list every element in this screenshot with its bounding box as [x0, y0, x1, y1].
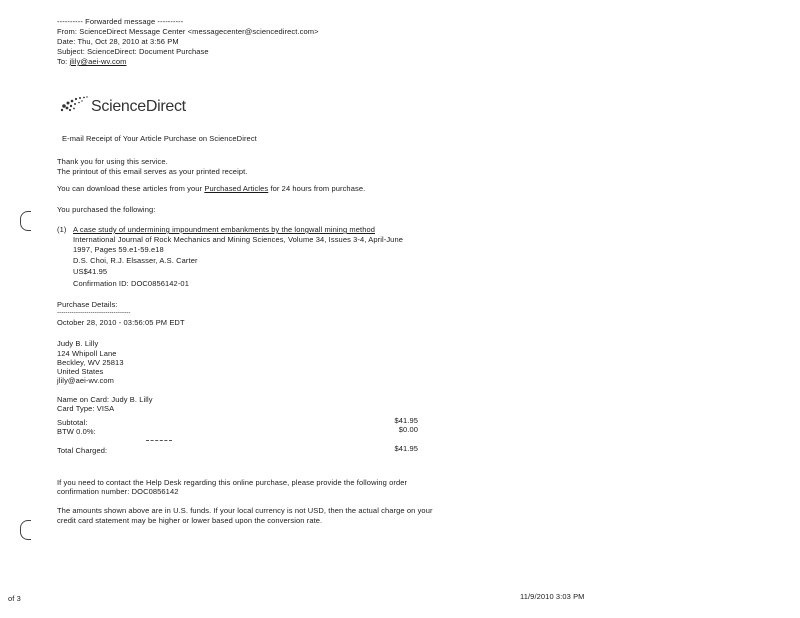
purchased-articles-link[interactable]: Purchased Articles: [204, 184, 269, 193]
tax-label: BTW 0.0%:: [57, 427, 96, 436]
billing-email: jlily@aei-wv.com: [57, 376, 114, 385]
punch-hole-mark: [20, 211, 31, 231]
purchase-timestamp: October 28, 2010 - 03:56:05 PM EDT: [57, 318, 185, 327]
page-number: of 3: [8, 594, 21, 603]
from-line: From: ScienceDirect Message Center <messagecenter@sciencedirect.com>: [57, 27, 319, 36]
total-value: $41.95: [394, 444, 418, 453]
forwarded-marker: ---------- Forwarded message ----------: [57, 17, 184, 26]
details-divider: -----------------------------------: [57, 310, 131, 316]
purchase-details-heading: Purchase Details:: [57, 300, 118, 309]
sciencedirect-logo: [58, 94, 208, 120]
total-divider: [146, 440, 172, 441]
purchased-intro: You purchased the following:: [57, 205, 156, 214]
help-desk-text: If you need to contact the Help Desk regarding this online purchase, please provide the following order: [57, 478, 408, 487]
total-label: Total Charged:: [57, 446, 108, 455]
journal-line: International Journal of Rock Mechanics and Mining Sciences, Volume 34, Issues 3-4, April-June: [73, 235, 403, 244]
card-type: Card Type: VISA: [57, 404, 115, 413]
article-price: US$41.95: [73, 267, 108, 276]
to-line: To: jlily@aei-wv.com: [57, 57, 127, 66]
to-email-link[interactable]: jlily@aei-wv.com: [69, 57, 127, 66]
sciencedirect-logo-icon: [58, 94, 90, 116]
subject-line: Subject: ScienceDirect: Document Purchase: [57, 47, 209, 56]
billing-city: Beckley, WV 25813: [57, 358, 124, 367]
billing-name: Judy B. Lilly: [57, 339, 99, 348]
print-timestamp: 11/9/2010 3:03 PM: [520, 592, 585, 601]
confirmation-id: Confirmation ID: DOC0856142-01: [73, 279, 189, 288]
conversion-note: credit card statement may be higher or lower based upon the conversion rate.: [57, 516, 323, 525]
subtotal-label: Subtotal:: [57, 418, 88, 427]
download-text: You can download these articles from your Purchased Articles for 24 hours from purchase.: [57, 184, 366, 193]
currency-note: The amounts shown above are in U.S. funds. If your local currency is not USD, then the actual charge on your: [57, 506, 433, 515]
pages-line: 1997, Pages 59.e1-59.e18: [73, 245, 164, 254]
punch-hole-mark: [20, 520, 31, 540]
receipt-heading: E-mail Receipt of Your Article Purchase on ScienceDirect: [62, 134, 257, 143]
card-name: Name on Card: Judy B. Lilly: [57, 395, 153, 404]
billing-street: 124 Whipoll Lane: [57, 349, 117, 358]
authors-line: D.S. Choi, R.J. Elsasser, A.S. Carter: [73, 256, 198, 265]
thanks-text: Thank you for using this service.: [57, 157, 168, 166]
date-line: Date: Thu, Oct 28, 2010 at 3:56 PM: [57, 37, 179, 46]
printout-text: The printout of this email serves as your printed receipt.: [57, 167, 248, 176]
help-desk-confirmation: confirmation number: DOC0856142: [57, 487, 179, 496]
logo-wordmark: ScienceDirect: [91, 98, 186, 115]
billing-country: United States: [57, 367, 104, 376]
subtotal-value: $41.95: [394, 416, 418, 425]
tax-value: $0.00: [398, 425, 418, 434]
article-title-link[interactable]: A case study of undermining impoundment embankments by the longwall mining method: [73, 225, 376, 234]
item-number: (1): [57, 225, 67, 234]
